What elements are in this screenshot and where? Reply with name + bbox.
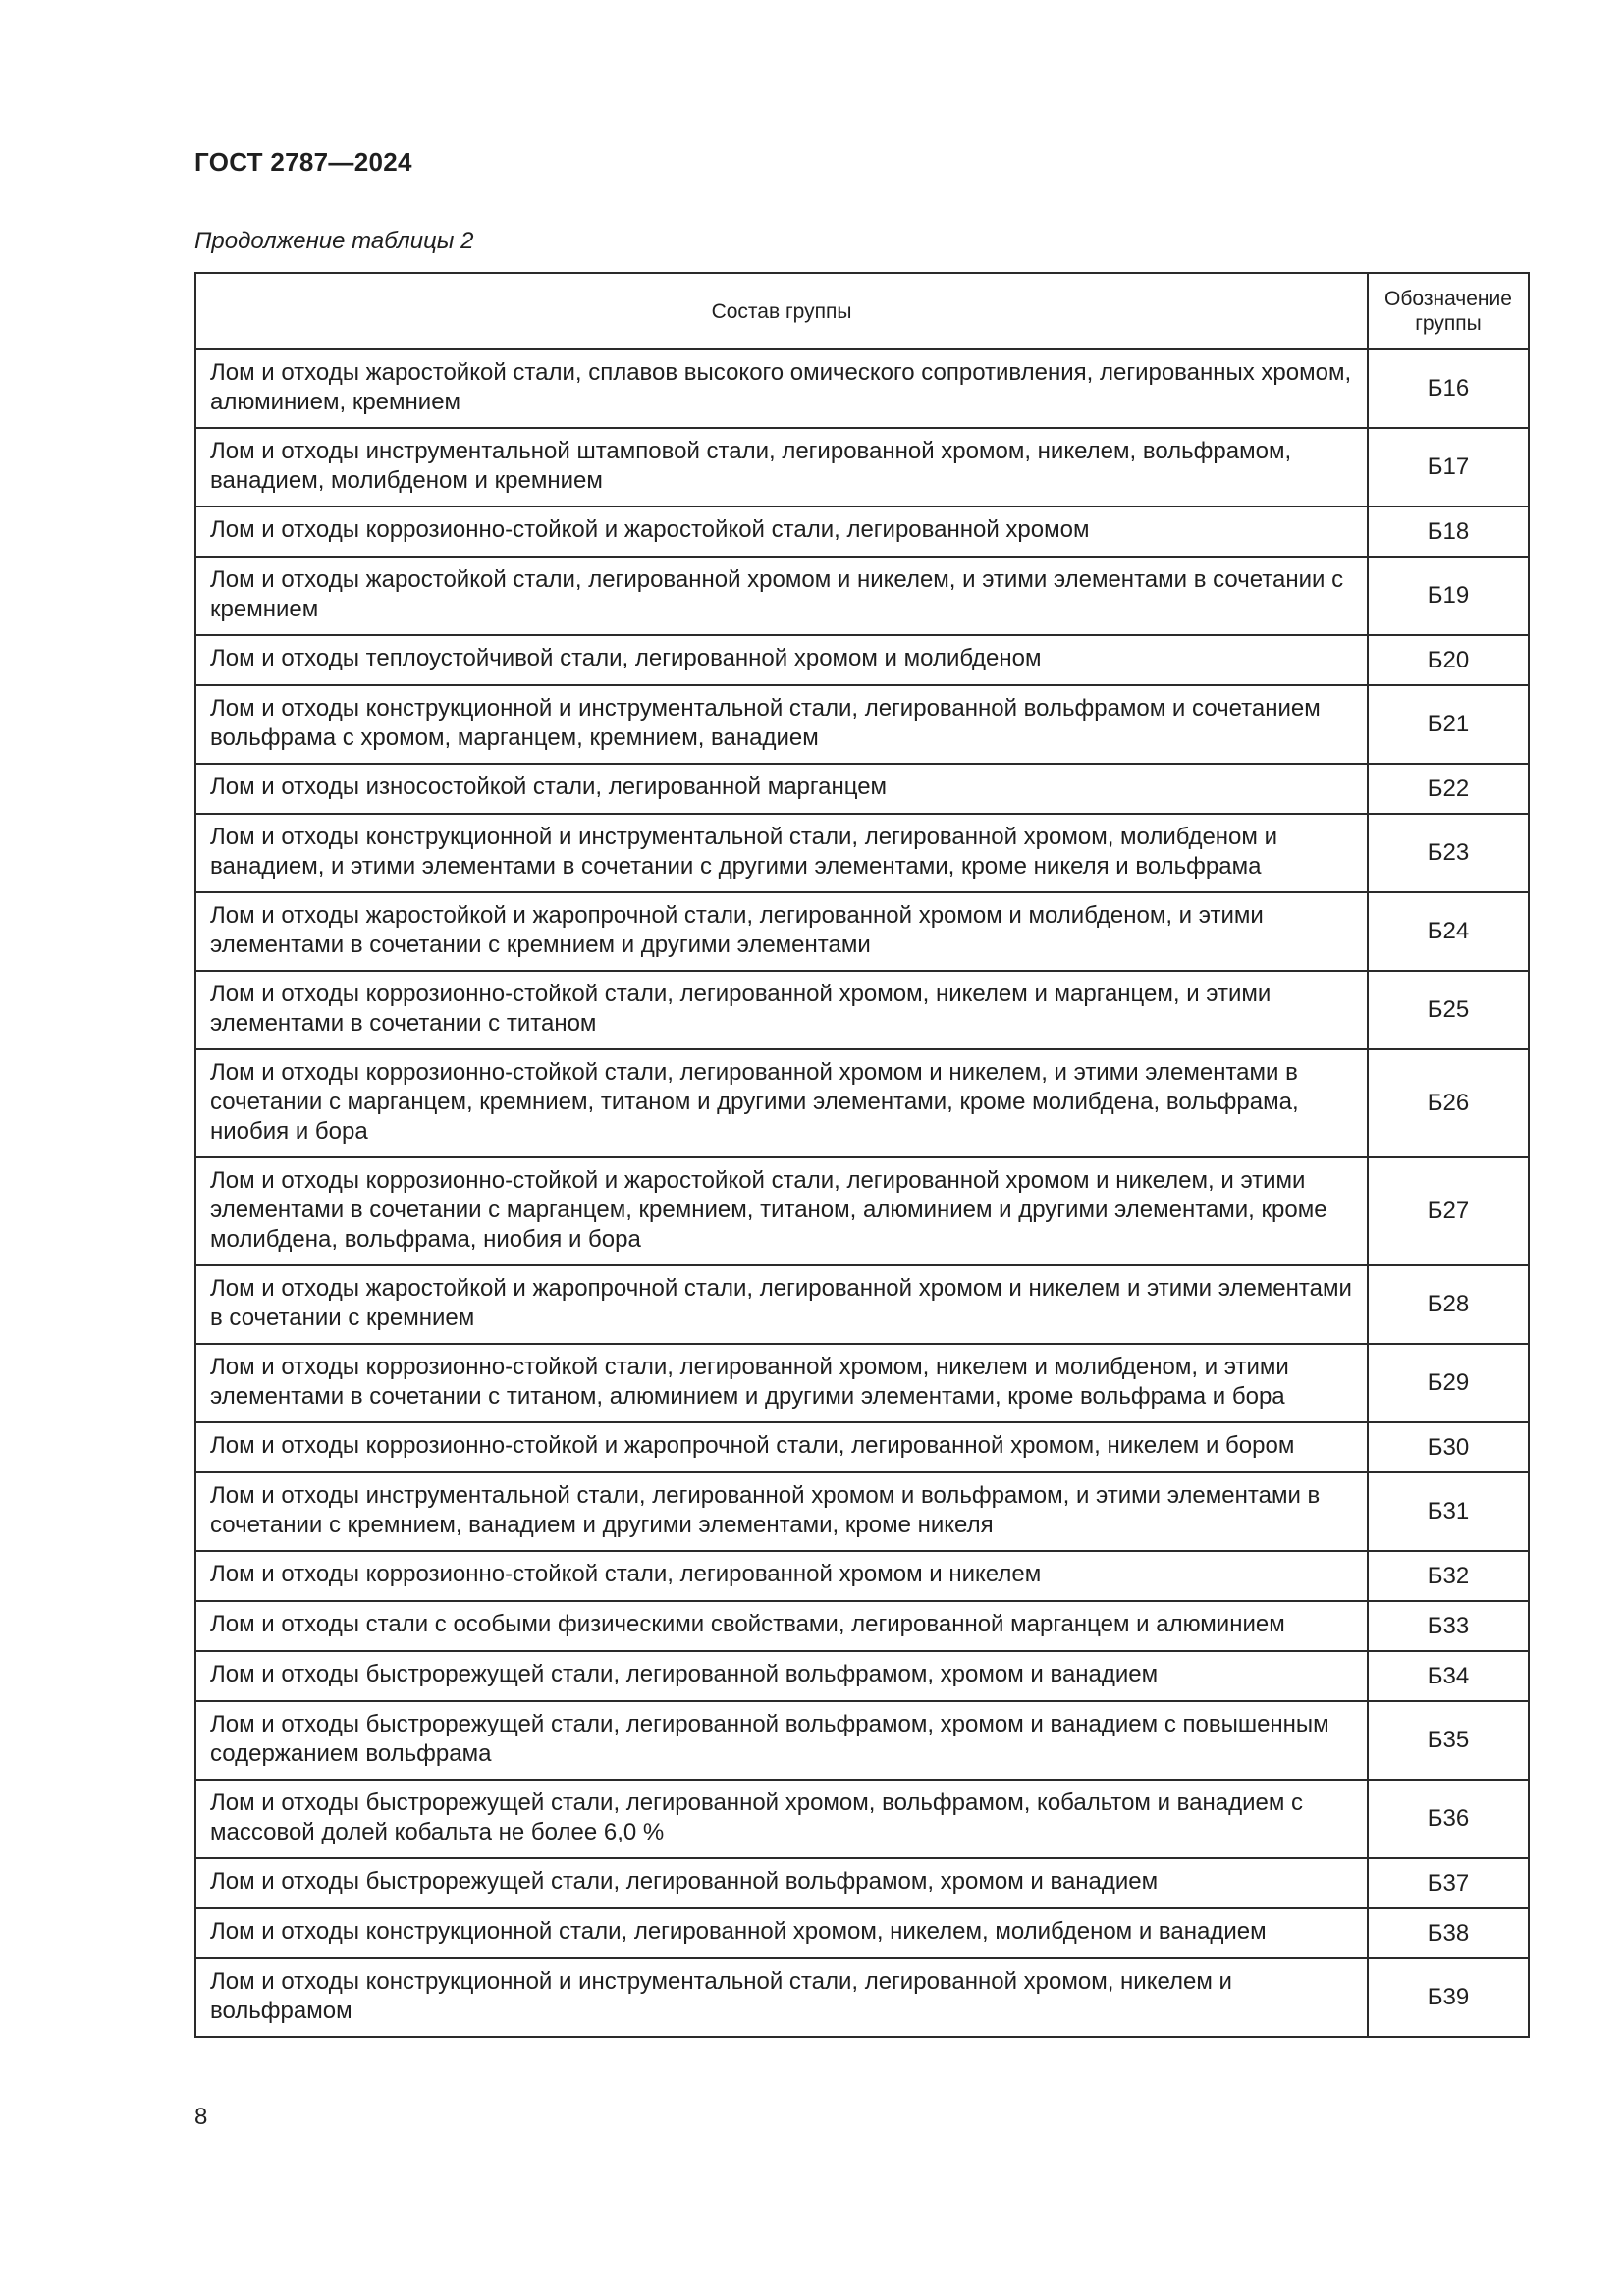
- group-designation-cell: Б19: [1368, 557, 1529, 635]
- table-row: [195, 1265, 1529, 1344]
- table-row: [195, 1651, 1529, 1701]
- group-designation-cell: Б35: [1368, 1701, 1529, 1780]
- group-designation-cell: Б36: [1368, 1780, 1529, 1858]
- table-row: [195, 1344, 1529, 1422]
- group-composition-cell: Лом и отходы теплоустойчивой стали, легированной хромом и молибденом: [195, 635, 1368, 685]
- group-designation-cell: Б32: [1368, 1551, 1529, 1601]
- column-header-designation: Обозначение группы: [1368, 273, 1529, 349]
- table-row: [195, 814, 1529, 892]
- group-composition-cell: Лом и отходы коррозионно-стойкой и жаростойкой стали, легированной хромом и никелем, и этими элементами в сочетании с марганцем, кремнием, титаном, алюминием и другими элементами, кроме молибдена, вольфрама, ниобия и бора: [195, 1157, 1368, 1265]
- group-designation-cell: Б39: [1368, 1958, 1529, 2037]
- group-designation-cell: Б33: [1368, 1601, 1529, 1651]
- group-composition-cell: Лом и отходы коррозионно-стойкой стали, легированной хромом, никелем и марганцем, и этими элементами в сочетании с титаном: [195, 971, 1368, 1049]
- table-row: [195, 1701, 1529, 1780]
- group-table-container: [194, 272, 1528, 2038]
- group-composition-cell: Лом и отходы конструкционной стали, легированной хромом, никелем, молибденом и ванадием: [195, 1908, 1368, 1958]
- group-designation-cell: Б25: [1368, 971, 1529, 1049]
- group-designation-cell: Б21: [1368, 685, 1529, 764]
- group-composition-cell: Лом и отходы коррозионно-стойкой стали, легированной хромом, никелем и молибденом, и этими элементами в сочетании с титаном, алюминием и другими элементами, кроме вольфрама и бора: [195, 1344, 1368, 1422]
- group-designation-cell: Б23: [1368, 814, 1529, 892]
- group-designation-cell: Б24: [1368, 892, 1529, 971]
- group-designation-cell: Б16: [1368, 349, 1529, 428]
- table-row: [195, 635, 1529, 685]
- table-row: [195, 349, 1529, 428]
- table-row: [195, 971, 1529, 1049]
- group-designation-cell: Б37: [1368, 1858, 1529, 1908]
- group-composition-cell: Лом и отходы коррозионно-стойкой и жаростойкой стали, легированной хромом: [195, 507, 1368, 557]
- page-number: 8: [194, 2104, 208, 2130]
- group-composition-cell: Лом и отходы жаростойкой и жаропрочной стали, легированной хромом и молибденом, и этими элементами в сочетании с кремнием и другими элементами: [195, 892, 1368, 971]
- group-composition-cell: Лом и отходы конструкционной и инструментальной стали, легированной хромом, никелем и вольфрамом: [195, 1958, 1368, 2037]
- table-row: [195, 1157, 1529, 1265]
- group-designation-cell: Б17: [1368, 428, 1529, 507]
- table-row: [195, 1958, 1529, 2037]
- group-composition-cell: Лом и отходы стали с особыми физическими свойствами, легированной марганцем и алюминием: [195, 1601, 1368, 1651]
- group-designation-cell: Б22: [1368, 764, 1529, 814]
- group-designation-cell: Б18: [1368, 507, 1529, 557]
- table-row: [195, 892, 1529, 971]
- table-row: [195, 1472, 1529, 1551]
- group-composition-cell: Лом и отходы быстрорежущей стали, легированной вольфрамом, хромом и ванадием: [195, 1651, 1368, 1701]
- group-designation-cell: Б30: [1368, 1422, 1529, 1472]
- group-composition-cell: Лом и отходы жаростойкой стали, сплавов высокого омического сопротивления, легированных хромом, алюминием, кремнием: [195, 349, 1368, 428]
- table-row: [195, 764, 1529, 814]
- group-composition-cell: Лом и отходы быстрорежущей стали, легированной вольфрамом, хромом и ванадием с повышенным содержанием вольфрама: [195, 1701, 1368, 1780]
- table-row: [195, 507, 1529, 557]
- table-row: [195, 1551, 1529, 1601]
- group-composition-cell: Лом и отходы коррозионно-стойкой стали, легированной хромом и никелем: [195, 1551, 1368, 1601]
- group-designation-cell: Б29: [1368, 1344, 1529, 1422]
- table-row: [195, 1858, 1529, 1908]
- group-designation-cell: Б28: [1368, 1265, 1529, 1344]
- group-composition-cell: Лом и отходы износостойкой стали, легированной марганцем: [195, 764, 1368, 814]
- group-composition-cell: Лом и отходы коррозионно-стойкой стали, легированной хромом и никелем, и этими элементами в сочетании с марганцем, кремнием, титаном и другими элементами, кроме молибдена, вольфрама, ниобия и бора: [195, 1049, 1368, 1157]
- column-header-composition: Состав группы: [195, 273, 1368, 349]
- group-composition-cell: Лом и отходы инструментальной штамповой стали, легированной хромом, никелем, вольфрамом, ванадием, молибденом и кремнием: [195, 428, 1368, 507]
- group-table: [194, 272, 1530, 2038]
- group-composition-cell: Лом и отходы жаростойкой и жаропрочной стали, легированной хромом и никелем и этими элементами в сочетании с кремнием: [195, 1265, 1368, 1344]
- group-composition-cell: Лом и отходы коррозионно-стойкой и жаропрочной стали, легированной хромом, никелем и бором: [195, 1422, 1368, 1472]
- group-designation-cell: Б27: [1368, 1157, 1529, 1265]
- group-composition-cell: Лом и отходы жаростойкой стали, легированной хромом и никелем, и этими элементами в сочетании с кремнием: [195, 557, 1368, 635]
- table-row: [195, 428, 1529, 507]
- table-row: [195, 557, 1529, 635]
- group-designation-cell: Б20: [1368, 635, 1529, 685]
- group-designation-cell: Б38: [1368, 1908, 1529, 1958]
- table-header-row: [195, 273, 1529, 349]
- group-composition-cell: Лом и отходы конструкционной и инструментальной стали, легированной вольфрамом и сочетанием вольфрама с хромом, марганцем, кремнием, ванадием: [195, 685, 1368, 764]
- table-row: [195, 1908, 1529, 1958]
- group-composition-cell: Лом и отходы конструкционной и инструментальной стали, легированной хромом, молибденом и ванадием, и этими элементами в сочетании с другими элементами, кроме никеля и вольфрама: [195, 814, 1368, 892]
- group-designation-cell: Б26: [1368, 1049, 1529, 1157]
- table-row: [195, 1049, 1529, 1157]
- table-caption: Продолжение таблицы 2: [194, 228, 474, 254]
- group-composition-cell: Лом и отходы быстрорежущей стали, легированной вольфрамом, хромом и ванадием: [195, 1858, 1368, 1908]
- document-id: ГОСТ 2787—2024: [194, 147, 412, 177]
- table-row: [195, 1422, 1529, 1472]
- group-designation-cell: Б31: [1368, 1472, 1529, 1551]
- group-composition-cell: Лом и отходы инструментальной стали, легированной хромом и вольфрамом, и этими элементами в сочетании с кремнием, ванадием и другими элементами, кроме никеля: [195, 1472, 1368, 1551]
- group-designation-cell: Б34: [1368, 1651, 1529, 1701]
- table-row: [195, 685, 1529, 764]
- group-composition-cell: Лом и отходы быстрорежущей стали, легированной хромом, вольфрамом, кобальтом и ванадием с массовой долей кобальта не более 6,0 %: [195, 1780, 1368, 1858]
- table-body: [195, 349, 1529, 2037]
- table-row: [195, 1601, 1529, 1651]
- table-row: [195, 1780, 1529, 1858]
